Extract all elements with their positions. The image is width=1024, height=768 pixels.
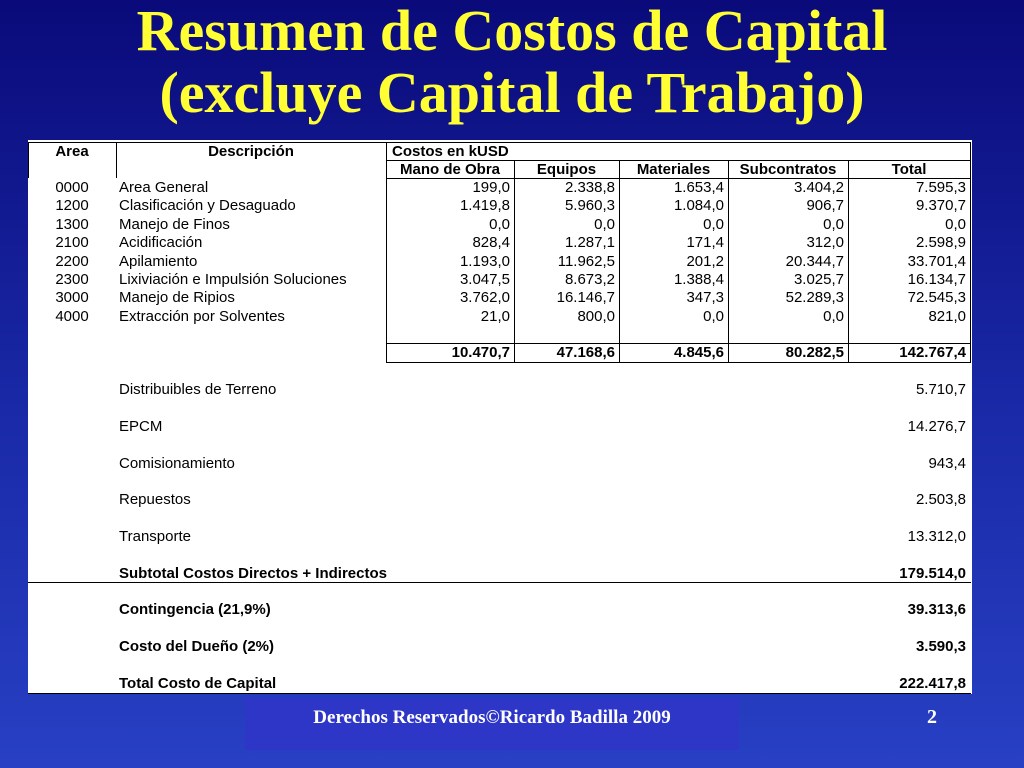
area-code: 2300: [55, 271, 89, 288]
summary-value: 179.514,0: [899, 565, 966, 582]
border-right: [970, 142, 971, 362]
total-value: 0,0: [945, 215, 966, 233]
area-code: 1300: [55, 215, 89, 233]
summary-label: Total Costo de Capital: [119, 675, 277, 692]
summary-value: 14.276,7: [907, 418, 966, 435]
summary-value: 39.313,6: [907, 601, 966, 618]
subcontratos-value: 20.344,7: [785, 252, 844, 270]
area-code: 0000: [55, 179, 89, 196]
subcontratos-value: 0,0: [823, 307, 844, 325]
mano-obra-value: 1.419,8: [459, 197, 510, 215]
equipos-value: 1.287,1: [564, 234, 615, 252]
subcontratos-value: 52.289,3: [785, 289, 844, 307]
header-descripcion: Descripción: [208, 143, 294, 160]
equipos-value: 800,0: [577, 307, 615, 325]
description: Apilamiento: [119, 252, 198, 270]
equipos-value: 0,0: [594, 215, 615, 233]
header-subcontratos: Subcontratos: [739, 161, 837, 178]
header-total: Total: [891, 161, 927, 178]
materiales-value: 1.388,4: [673, 271, 724, 288]
total-subcontratos: 80.282,5: [785, 344, 844, 361]
subcontratos-value: 3.404,2: [793, 179, 844, 196]
description: Acidificación: [119, 234, 203, 252]
total-mano-obra: 10.470,7: [451, 344, 510, 361]
summary-label: Repuestos: [119, 491, 191, 508]
materiales-value: 1.653,4: [673, 179, 724, 196]
area-code: 2100: [55, 234, 89, 252]
page-number: 2: [927, 706, 937, 728]
cost-table: [28, 140, 972, 694]
header-mano-obra: Mano de Obra: [399, 161, 500, 178]
summary-value: 943,4: [928, 455, 966, 472]
area-code: 2200: [55, 252, 89, 270]
copyright-text: Derechos Reservados©Ricardo Badilla 2009: [313, 707, 671, 728]
total-total: 142.767,4: [899, 344, 966, 361]
mano-obra-value: 0,0: [489, 215, 510, 233]
title-line-1: Resumen de Costos de Capital: [136, 0, 888, 63]
materiales-value: 347,3: [686, 289, 724, 307]
summary-value: 3.590,3: [915, 638, 966, 655]
header-equipos: Equipos: [536, 161, 597, 178]
description: Lixiviación e Impulsión Soluciones: [119, 271, 347, 288]
mano-obra-value: 828,4: [472, 234, 510, 252]
materiales-value: 0,0: [703, 307, 724, 325]
materiales-value: 201,2: [686, 252, 724, 270]
slide-title: [0, 0, 1024, 124]
total-value: 9.370,7: [915, 197, 966, 215]
table-border-bottom: [28, 693, 971, 694]
summary-value: 2.503,8: [915, 491, 966, 508]
summary-label: Subtotal Costos Directos + Indirectos: [119, 565, 387, 582]
materiales-value: 171,4: [686, 234, 724, 252]
equipos-value: 8.673,2: [564, 271, 615, 288]
header-area: Area: [55, 143, 89, 160]
materiales-value: 1.084,0: [673, 197, 724, 215]
equipos-value: 5.960,3: [564, 197, 615, 215]
mano-obra-value: 3.047,5: [459, 271, 510, 288]
subcontratos-value: 312,0: [806, 234, 844, 252]
summary-label: Costo del Dueño (2%): [119, 638, 275, 655]
subcontratos-value: 906,7: [806, 197, 844, 215]
area-code: 3000: [55, 289, 89, 307]
description: Manejo de Ripios: [119, 289, 235, 307]
area-code: 4000: [55, 307, 89, 325]
description: Manejo de Finos: [119, 215, 230, 233]
subcontratos-value: 3.025,7: [793, 271, 844, 288]
equipos-value: 16.146,7: [556, 289, 615, 307]
summary-label: EPCM: [119, 418, 163, 435]
mano-obra-value: 21,0: [480, 307, 510, 325]
subcontratos-value: 0,0: [823, 215, 844, 233]
summary-value: 13.312,0: [907, 528, 966, 545]
total-value: 2.598,9: [915, 234, 966, 252]
total-materiales: 4.845,6: [673, 344, 724, 361]
total-value: 16.134,7: [907, 271, 966, 288]
total-equipos: 47.168,6: [556, 344, 615, 361]
description: Extracción por Solventes: [119, 307, 285, 325]
summary-value: 222.417,8: [899, 675, 966, 692]
totals-bottom: [386, 362, 971, 363]
header-materiales: Materiales: [636, 161, 711, 178]
mano-obra-value: 3.762,0: [459, 289, 510, 307]
equipos-value: 11.962,5: [557, 252, 615, 270]
summary-label: Distribuibles de Terreno: [119, 381, 277, 398]
summary-label: Contingencia (21,9%): [119, 601, 271, 618]
total-value: 33.701,4: [907, 252, 966, 270]
total-value: 821,0: [928, 307, 966, 325]
area-code: 1200: [55, 197, 89, 215]
materiales-value: 0,0: [703, 215, 724, 233]
summary-label: Transporte: [119, 528, 191, 545]
total-value: 72.545,3: [907, 289, 966, 307]
mano-obra-value: 1.193,0: [459, 252, 510, 270]
header-costos: Costos en kUSD: [392, 143, 509, 160]
equipos-value: 2.338,8: [564, 179, 615, 196]
description: Area General: [119, 179, 209, 196]
mano-obra-value: 199,0: [472, 179, 510, 196]
footer-banner: [245, 698, 739, 750]
description: Clasificación y Desaguado: [119, 197, 296, 215]
total-value: 7.595,3: [915, 179, 966, 196]
summary-label: Comisionamiento: [119, 455, 235, 472]
title-line-2: (excluye Capital de Trabajo): [159, 60, 865, 125]
summary-value: 5.710,7: [915, 381, 966, 398]
